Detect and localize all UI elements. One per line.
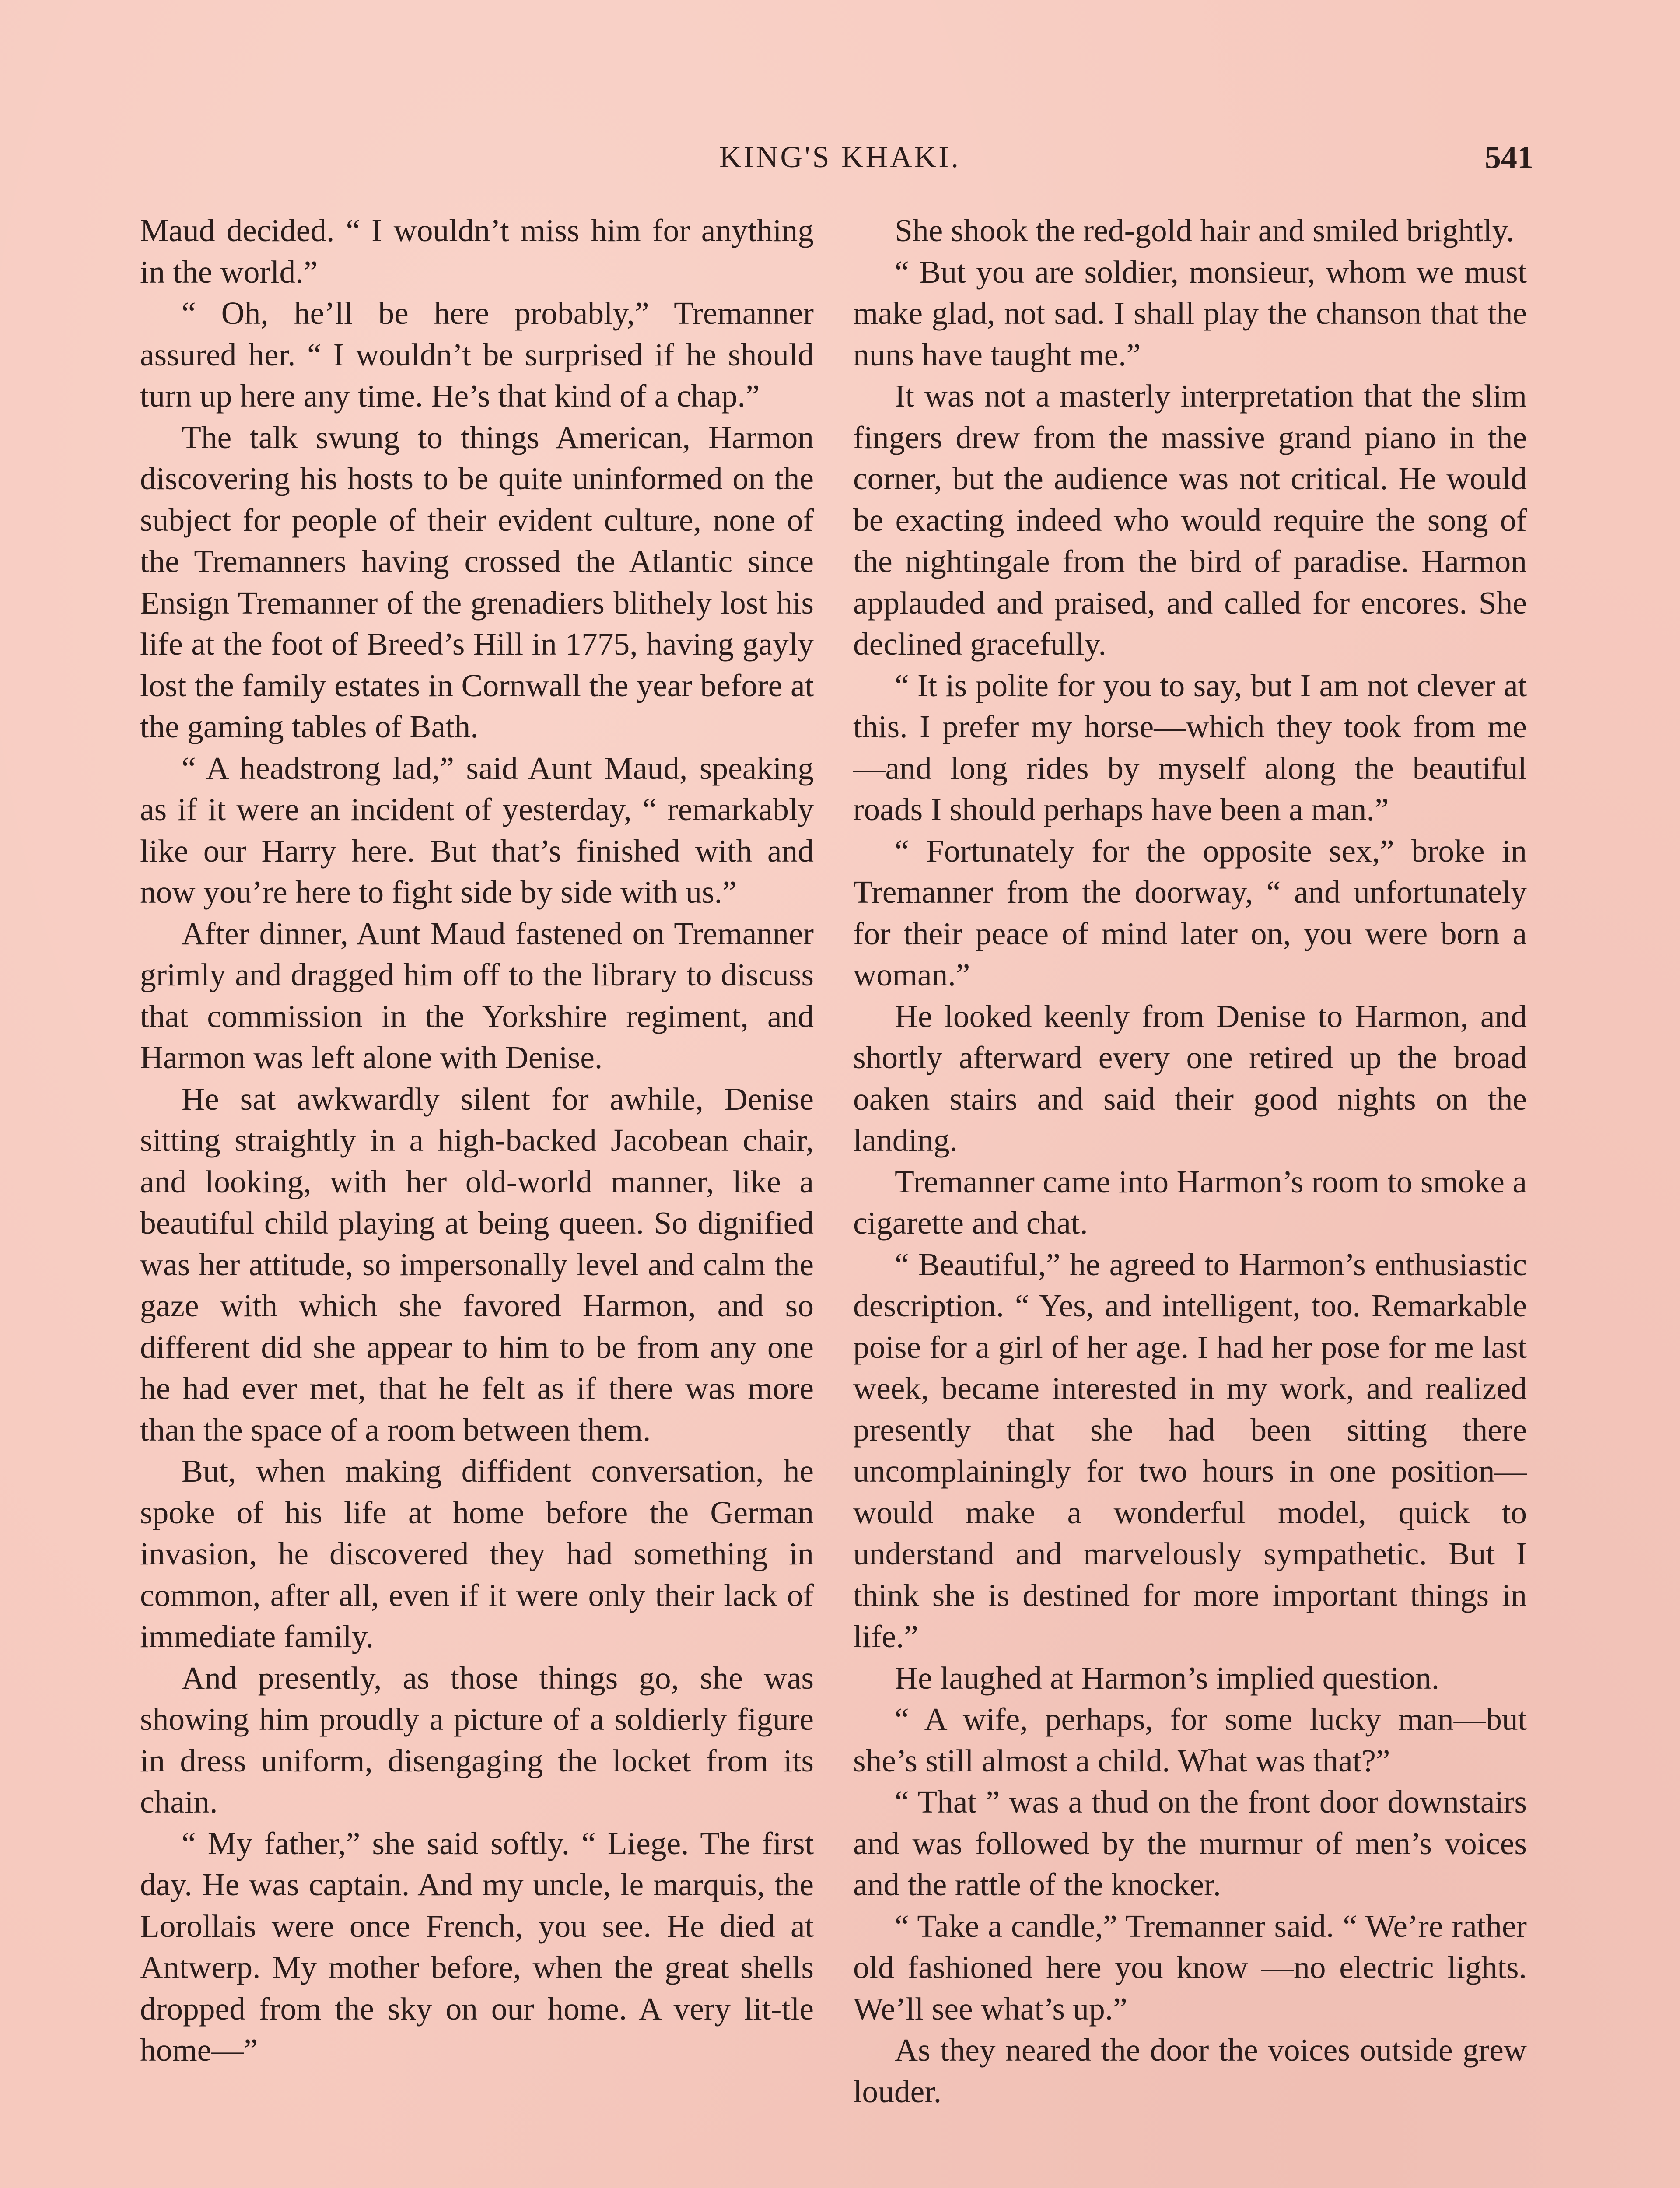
paragraph: It was not a masterly interpretation that the slim fingers drew from the massive grand piano in the corner, but the audience was not critical. He would be exacting indeed who would require the song of the nightingale from the bird of paradise. Harmon applauded and praised, and called for encores. She declined gracefully. [853, 378, 1527, 662]
left-column [140, 210, 814, 2071]
paragraph: But, when making diffident conversation, he spoke of his life at home before the German invasion, he discovered they had something in common, after all, even if it were only their lack of immediate family. [140, 1453, 814, 1654]
paragraph: After dinner, Aunt Maud fastened on Tremanner grimly and dragged him off to the library to discuss that commission in the Yorkshire regiment, and Harmon was left alone with Denise. [140, 915, 814, 1075]
paragraph: “ A wife, perhaps, for some lucky man—but she’s still almost a child. What was that?” [853, 1701, 1527, 1778]
paragraph: “ But you are soldier, monsieur, whom we must make glad, not sad. I shall play the chanson that the nuns have taught me.” [853, 254, 1527, 372]
paragraph: “ Fortunately for the opposite sex,” broke in Tremanner from the doorway, “ and unfortunately for their peace of mind later on, you were born a woman.” [853, 833, 1527, 992]
paragraph: She shook the red-gold hair and smiled brightly. [895, 213, 1514, 248]
paragraph: As they neared the door the voices outside grew louder. [853, 2032, 1527, 2109]
running-title: KING'S KHAKI. [719, 140, 961, 174]
paragraph: And presently, as those things go, she was showing him proudly a picture of a soldierly figure in dress uniform, disengaging the locket from its chain. [140, 1660, 814, 1820]
paragraph: “ Beautiful,” he agreed to Harmon’s enthusiastic description. “ Yes, and intelligent, too. Remarkable poise for a girl of her age. I had her pose for me last week, became interested in my work, and realized presently that she had been sitting there uncomplainingly for two hours in one position—would make a wonderful model, quick to understand and marvelously sympathetic. But I think she is destined for more important things in life.” [853, 1246, 1527, 1654]
paragraph: He laughed at Harmon’s implied question. [895, 1660, 1440, 1696]
paragraph: “ Oh, he’ll be here probably,” Tremanner assured her. “ I wouldn’t be surprised if he should turn up here any time. He’s that kind of a chap.” [140, 295, 814, 414]
paragraph: He sat awkwardly silent for awhile, Denise sitting straightly in a high-backed Jacobean chair, and looking, with her old-world manner, like a beautiful child playing at being queen. So dignified was her attitude, so impersonally level and calm the gaze with which she favored Harmon, and so different did she appear to him to be from any one he had ever met, that he felt as if there was more than the space of a room between them. [140, 1081, 814, 1448]
paragraph: He looked keenly from Denise to Harmon, and shortly afterward every one retired up the broad oaken stairs and said their good nights on the landing. [853, 998, 1527, 1158]
paragraph: “ It is polite for you to say, but I am not clever at this. I prefer my horse—which they took from me—and long rides by myself along the beautiful roads I should perhaps have been a man.” [853, 667, 1527, 827]
right-column [853, 210, 1527, 2112]
paragraph: “ My father,” she said softly. “ Liege. The first day. He was captain. And my uncle, le marquis, the Lorollais were once French, you see. He died at Antwerp. My mother before, when the great shells dropped from the sky on our home. A very lit-tle home—” [140, 1825, 814, 2068]
page-number: 541 [1485, 140, 1533, 175]
paragraph: “ A headstrong lad,” said Aunt Maud, speaking as if it were an incident of yesterday, “ remarkably like our Harry here. But that’s finished with and now you’re here to fight side by side with us.” [140, 750, 814, 910]
paragraph: “ That ” was a thud on the front door downstairs and was followed by the murmur of men’s voices and the rattle of the knocker. [853, 1784, 1527, 1902]
paragraph: “ Take a candle,” Tremanner said. “ We’re rather old fashioned here you know —no electric lights. We’ll see what’s up.” [853, 1908, 1527, 2027]
paragraph: The talk swung to things American, Harmon discovering his hosts to be quite uninformed on the subject for people of their evident culture, none of the Tremanners having crossed the Atlantic since Ensign Tremanner of the grenadiers blithely lost his life at the foot of Breed’s Hill in 1775, having gayly lost the family estates in Cornwall the year before at the gaming tables of Bath. [140, 419, 814, 744]
running-head [147, 138, 1533, 177]
paragraph: Tremanner came into Harmon’s room to smoke a cigarette and chat. [853, 1164, 1527, 1241]
paragraph: Maud decided. “ I wouldn’t miss him for anything in the world.” [140, 213, 814, 290]
